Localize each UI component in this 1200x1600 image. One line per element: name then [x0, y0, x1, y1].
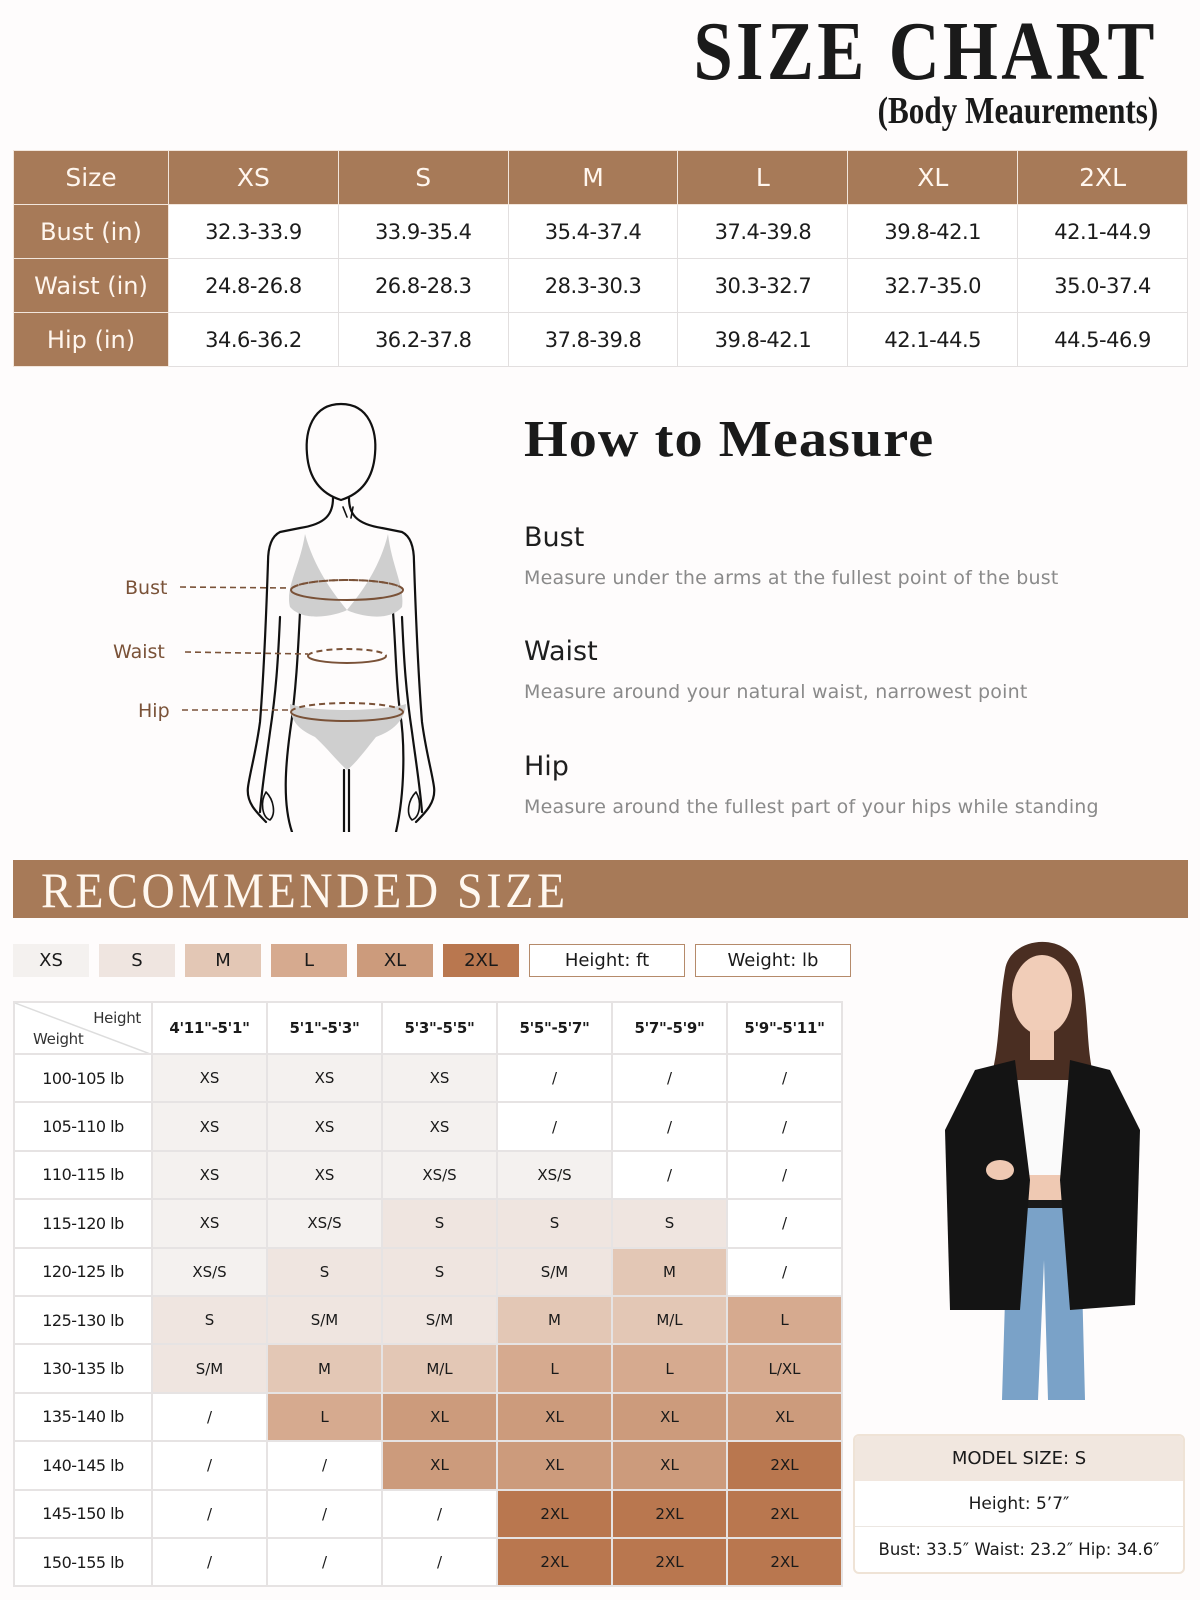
weight-label: 115-120 lb: [14, 1199, 152, 1247]
how-item-description: Measure under the arms at the fullest point of the bust: [524, 567, 1059, 589]
size-color-legend: [13, 944, 851, 977]
size-cell: /: [612, 1054, 727, 1102]
waist-row: [14, 259, 1188, 313]
size-cell: XS: [152, 1054, 267, 1102]
weight-label: 105-110 lb: [14, 1102, 152, 1150]
size-column-l: L: [678, 151, 848, 205]
recommended-size-title: RECOMMENDED SIZE: [41, 862, 569, 918]
table-cell: 37.4-39.8: [678, 205, 848, 259]
weight-label: 130-135 lb: [14, 1344, 152, 1392]
legend-chip-l: L: [271, 944, 347, 977]
size-cell: S: [612, 1199, 727, 1247]
table-row: [14, 1296, 842, 1344]
table-cell: 33.9-35.4: [338, 205, 508, 259]
legend-chip-s: S: [99, 944, 175, 977]
recommended-table-body: [14, 1054, 842, 1586]
weight-label: 110-115 lb: [14, 1151, 152, 1199]
how-item-description: Measure around your natural waist, narrowest point: [524, 681, 1028, 703]
table-cell: 36.2-37.8: [338, 313, 508, 367]
table-row: [14, 1393, 842, 1441]
table-cell: 28.3-30.3: [508, 259, 678, 313]
size-cell: S: [152, 1296, 267, 1344]
size-cell: XS: [152, 1102, 267, 1150]
how-item-heading: Waist: [524, 636, 598, 667]
size-cell: S/M: [152, 1344, 267, 1392]
table-row: [14, 1151, 842, 1199]
size-cell: XS/S: [267, 1199, 382, 1247]
size-cell: /: [497, 1102, 612, 1150]
size-cell: /: [267, 1441, 382, 1489]
how-item-description: Measure around the fullest part of your hips while standing: [524, 796, 1099, 818]
page-title: SIZE CHART: [693, 5, 1158, 98]
height-column: 5'3"-5'5": [382, 1002, 497, 1054]
size-cell: XS: [152, 1151, 267, 1199]
table-cell: 24.8-26.8: [169, 259, 339, 313]
size-cell: L: [497, 1344, 612, 1392]
size-column-m: M: [508, 151, 678, 205]
size-cell: /: [382, 1538, 497, 1586]
body-figure-illustration: [100, 392, 460, 832]
weight-label: 100-105 lb: [14, 1054, 152, 1102]
how-item-heading: Bust: [524, 522, 585, 553]
size-cell: /: [152, 1441, 267, 1489]
body-measurement-table: [13, 150, 1188, 367]
size-cell: XL: [612, 1393, 727, 1441]
model-size-card: [853, 1434, 1185, 1574]
table-row: [14, 1248, 842, 1296]
size-cell: L: [727, 1296, 842, 1344]
corner-header: [14, 1002, 152, 1054]
size-cell: 2XL: [727, 1490, 842, 1538]
page-subtitle: (Body Meaurements): [877, 90, 1158, 132]
corner-weight-label: Weight: [33, 1030, 84, 1048]
how-item-hip: [524, 751, 1099, 818]
weight-label: 145-150 lb: [14, 1490, 152, 1538]
size-cell: /: [382, 1490, 497, 1538]
size-cell: S/M: [267, 1296, 382, 1344]
weight-label: 140-145 lb: [14, 1441, 152, 1489]
size-cell: /: [612, 1151, 727, 1199]
size-cell: XS: [267, 1102, 382, 1150]
row-label: Waist (in): [14, 259, 169, 313]
table-cell: 32.3-33.9: [169, 205, 339, 259]
size-header: Size: [14, 151, 169, 205]
size-cell: /: [152, 1490, 267, 1538]
measurement-header-row: [14, 151, 1188, 205]
height-column: 5'9"-5'11": [727, 1002, 842, 1054]
table-cell: 37.8-39.8: [508, 313, 678, 367]
table-cell: 26.8-28.3: [338, 259, 508, 313]
size-cell: 2XL: [612, 1538, 727, 1586]
size-column-2xl: 2XL: [1018, 151, 1188, 205]
model-height: Height: 5’7″: [968, 1493, 1070, 1514]
size-cell: L: [267, 1393, 382, 1441]
recommended-size-banner: [13, 860, 1188, 918]
size-cell: /: [152, 1538, 267, 1586]
weight-unit-label: Weight: lb: [695, 944, 851, 977]
hip-row: [14, 313, 1188, 367]
height-unit-label: Height: ft: [529, 944, 685, 977]
weight-label: 135-140 lb: [14, 1393, 152, 1441]
height-header-row: [14, 1002, 842, 1054]
legend-chip-xs: XS: [13, 944, 89, 977]
bust-row: [14, 205, 1188, 259]
size-cell: XL: [727, 1393, 842, 1441]
table-cell: 32.7-35.0: [848, 259, 1018, 313]
size-cell: XS: [152, 1199, 267, 1247]
how-item-waist: [524, 636, 1028, 703]
figure-label-waist: Waist: [113, 641, 165, 663]
weight-label: 120-125 lb: [14, 1248, 152, 1296]
height-column: 5'7"-5'9": [612, 1002, 727, 1054]
height-column: 5'1"-5'3": [267, 1002, 382, 1054]
size-cell: 2XL: [612, 1490, 727, 1538]
size-cell: L/XL: [727, 1344, 842, 1392]
size-cell: S/M: [382, 1296, 497, 1344]
table-cell: 44.5-46.9: [1018, 313, 1188, 367]
size-cell: XS: [382, 1054, 497, 1102]
size-cell: /: [727, 1151, 842, 1199]
size-cell: /: [612, 1102, 727, 1150]
row-label: Hip (in): [14, 313, 169, 367]
size-cell: /: [727, 1102, 842, 1150]
size-cell: 2XL: [497, 1490, 612, 1538]
size-cell: M: [497, 1296, 612, 1344]
legend-chip-xl: XL: [357, 944, 433, 977]
size-cell: XL: [612, 1441, 727, 1489]
size-cell: /: [727, 1054, 842, 1102]
legend-chip-2xl: 2XL: [443, 944, 519, 977]
figure-label-bust: Bust: [125, 577, 168, 599]
weight-label: 125-130 lb: [14, 1296, 152, 1344]
height-column: 4'11"-5'1": [152, 1002, 267, 1054]
size-cell: XS/S: [497, 1151, 612, 1199]
model-size-label: MODEL SIZE: S: [855, 1436, 1183, 1481]
size-cell: L: [612, 1344, 727, 1392]
table-row: [14, 1054, 842, 1102]
table-cell: 42.1-44.5: [848, 313, 1018, 367]
size-cell: 2XL: [727, 1441, 842, 1489]
size-cell: S: [382, 1248, 497, 1296]
size-cell: M/L: [382, 1344, 497, 1392]
size-cell: XL: [497, 1393, 612, 1441]
size-column-xl: XL: [848, 151, 1018, 205]
model-measurements: Bust: 33.5″ Waist: 23.2″ Hip: 34.6″: [855, 1526, 1183, 1572]
size-cell: XS/S: [382, 1151, 497, 1199]
size-cell: S/M: [497, 1248, 612, 1296]
table-row: [14, 1490, 842, 1538]
table-row: [14, 1199, 842, 1247]
size-cell: M: [612, 1248, 727, 1296]
table-cell: 35.4-37.4: [508, 205, 678, 259]
figure-label-hip: Hip: [138, 700, 170, 722]
size-column-xs: XS: [169, 151, 339, 205]
table-row: [14, 1102, 842, 1150]
table-cell: 34.6-36.2: [169, 313, 339, 367]
how-to-measure-title: How to Measure: [524, 411, 935, 468]
weight-label: 150-155 lb: [14, 1538, 152, 1586]
corner-height-label: Height: [93, 1009, 141, 1027]
recommended-size-table: [13, 1001, 843, 1587]
size-cell: S: [267, 1248, 382, 1296]
model-photo: [920, 930, 1160, 1400]
size-column-s: S: [338, 151, 508, 205]
size-cell: /: [267, 1538, 382, 1586]
size-cell: 2XL: [727, 1538, 842, 1586]
size-cell: XL: [382, 1393, 497, 1441]
size-cell: XL: [497, 1441, 612, 1489]
height-column: 5'5"-5'7": [497, 1002, 612, 1054]
size-cell: XS: [267, 1151, 382, 1199]
table-row: [14, 1344, 842, 1392]
row-label: Bust (in): [14, 205, 169, 259]
legend-chip-m: M: [185, 944, 261, 977]
size-cell: M/L: [612, 1296, 727, 1344]
size-cell: M: [267, 1344, 382, 1392]
size-cell: /: [727, 1248, 842, 1296]
table-cell: 39.8-42.1: [848, 205, 1018, 259]
size-cell: S: [382, 1199, 497, 1247]
how-item-bust: [524, 522, 1059, 589]
how-item-heading: Hip: [524, 751, 569, 782]
size-cell: XS: [267, 1054, 382, 1102]
table-cell: 35.0-37.4: [1018, 259, 1188, 313]
table-cell: 39.8-42.1: [678, 313, 848, 367]
size-cell: XS: [382, 1102, 497, 1150]
size-cell: S: [497, 1199, 612, 1247]
size-cell: XL: [382, 1441, 497, 1489]
size-cell: /: [727, 1199, 842, 1247]
size-cell: /: [267, 1490, 382, 1538]
size-cell: /: [152, 1393, 267, 1441]
table-row: [14, 1538, 842, 1586]
table-cell: 42.1-44.9: [1018, 205, 1188, 259]
table-row: [14, 1441, 842, 1489]
size-cell: /: [497, 1054, 612, 1102]
table-cell: 30.3-32.7: [678, 259, 848, 313]
size-cell: 2XL: [497, 1538, 612, 1586]
size-cell: XS/S: [152, 1248, 267, 1296]
